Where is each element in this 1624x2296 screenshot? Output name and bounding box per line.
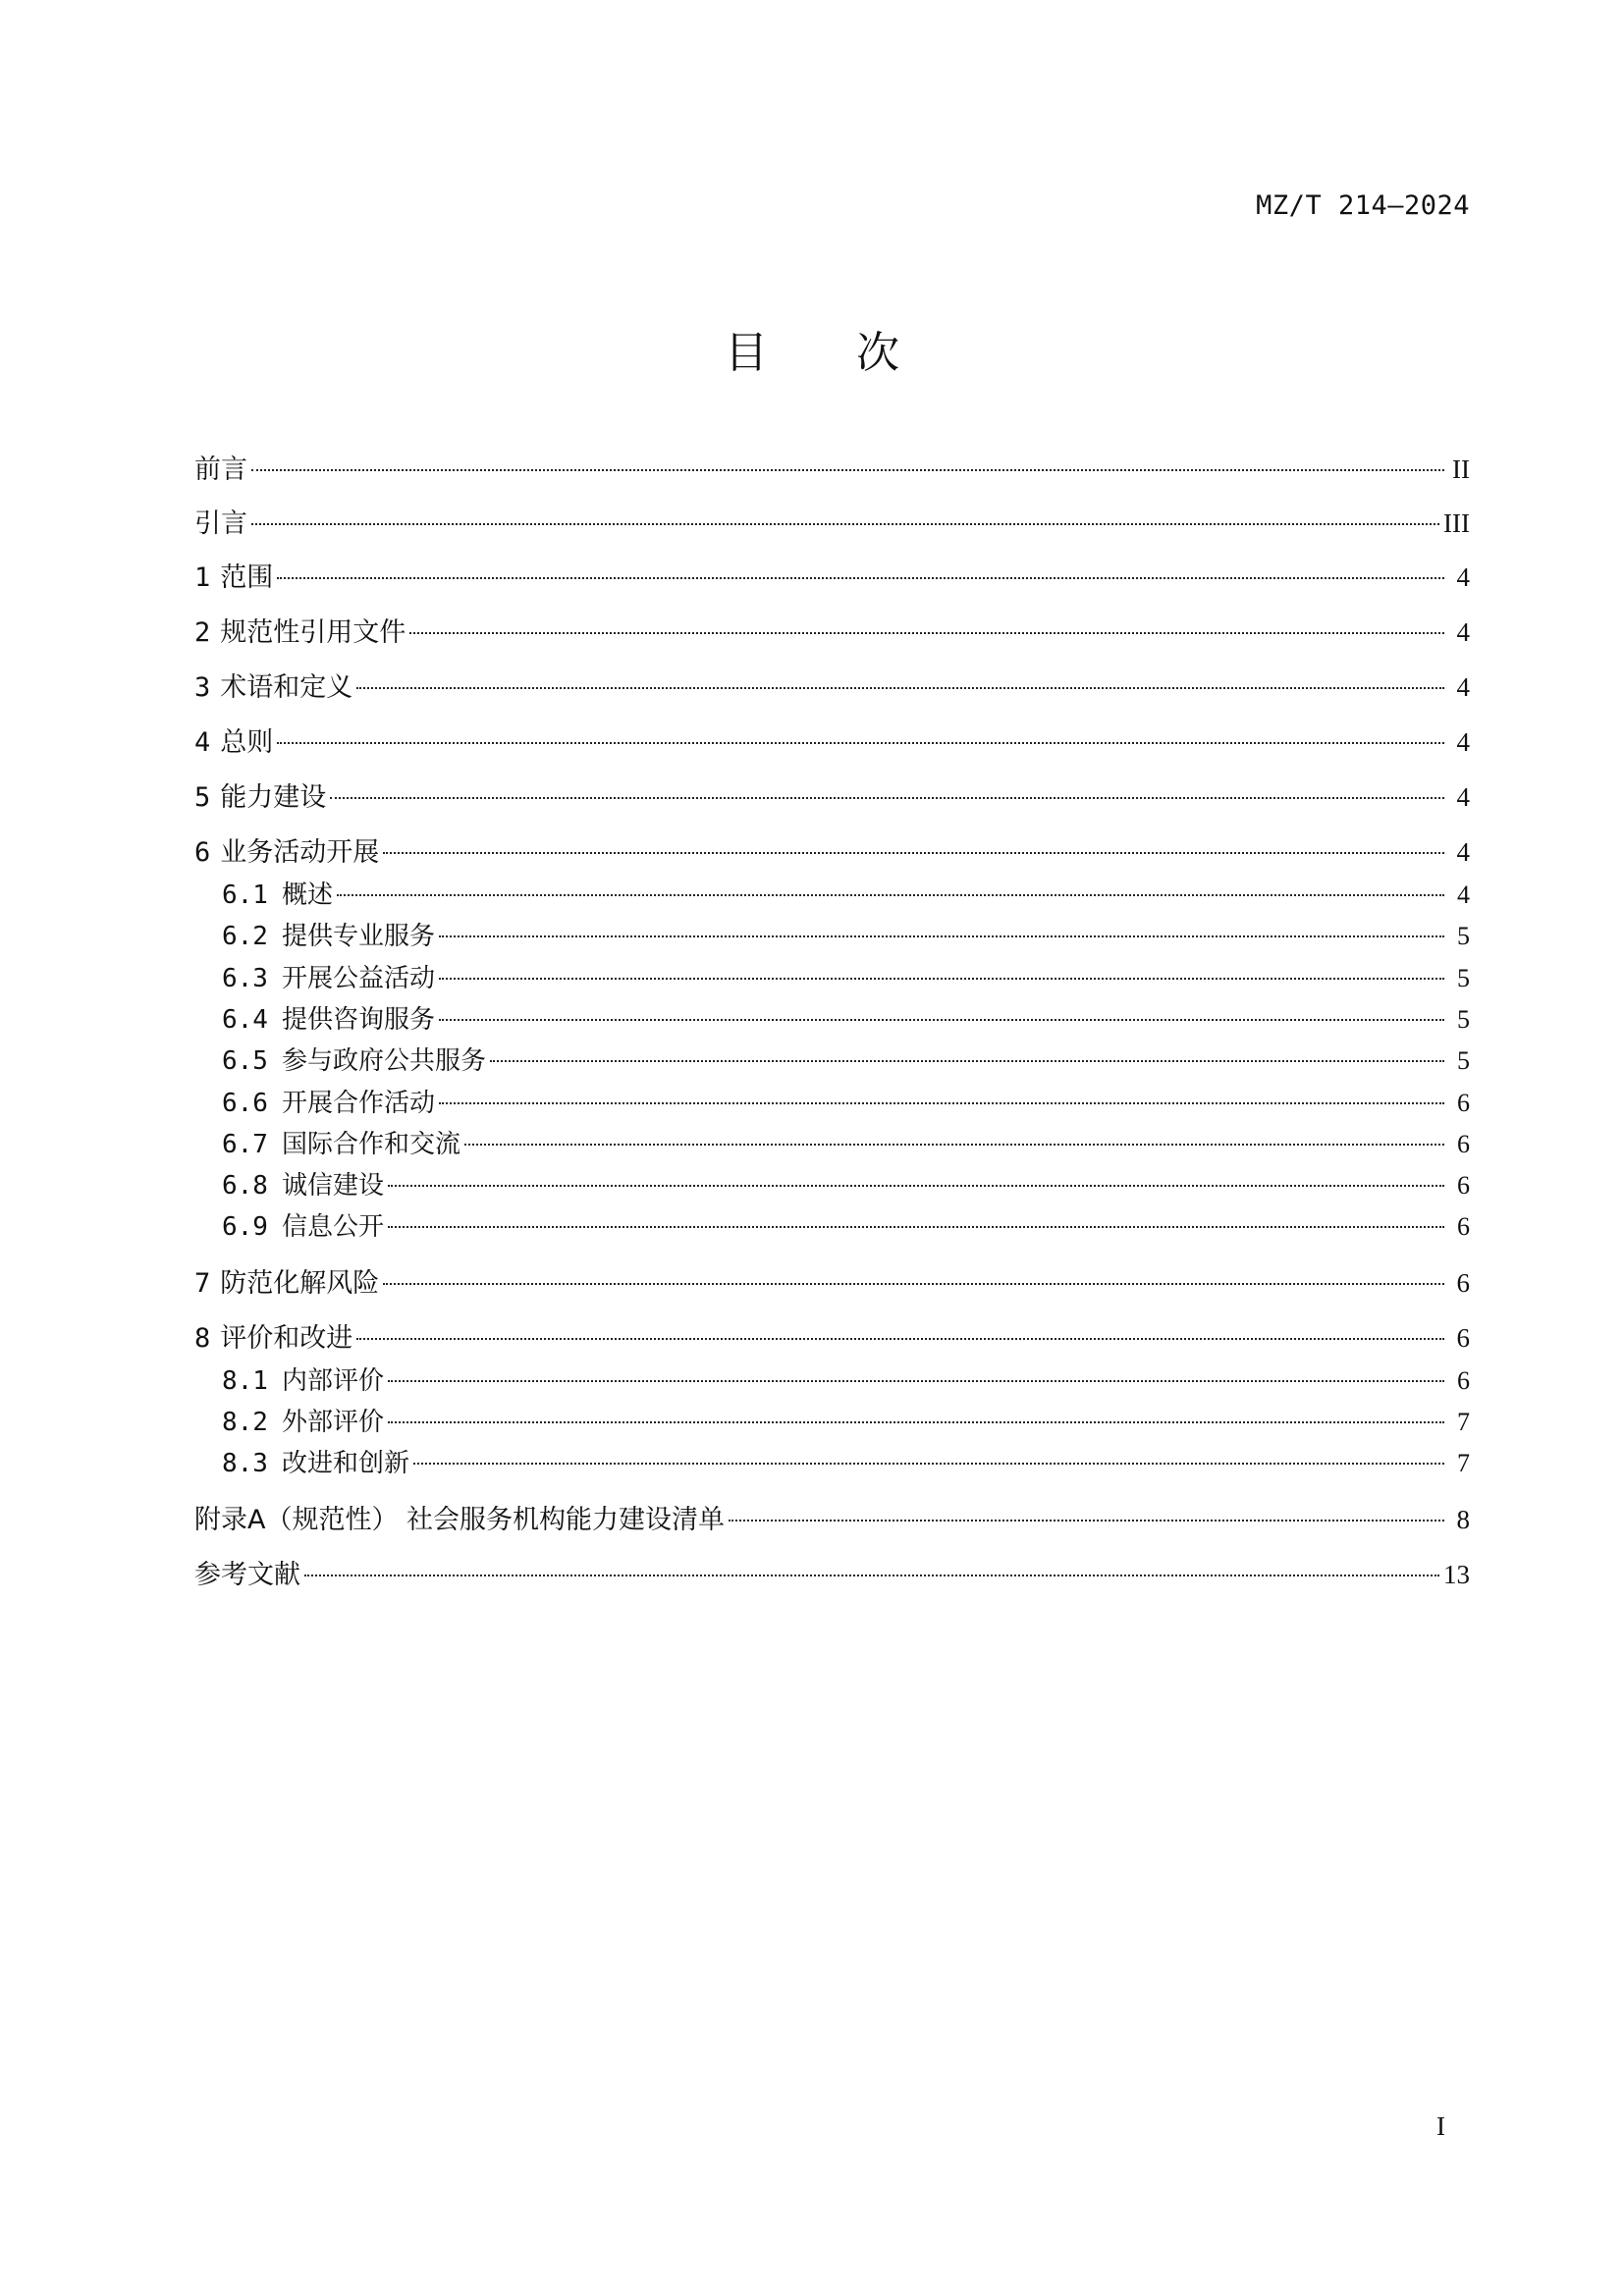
toc-entry-title: 参与政府公共服务	[281, 1046, 486, 1076]
toc-entry-title: 外部评价	[281, 1408, 384, 1437]
toc-entry[interactable]	[194, 670, 1470, 704]
toc-entry-title: 引言	[194, 508, 247, 539]
toc-entry[interactable]	[194, 1558, 1470, 1591]
toc-entry[interactable]	[222, 879, 1470, 912]
toc-entry-number: 8.1	[222, 1366, 268, 1396]
toc-entry[interactable]	[194, 1321, 1470, 1355]
toc-entry-number: 1	[194, 562, 211, 593]
toc-dot-leader	[439, 978, 1444, 980]
toc-entry[interactable]	[194, 835, 1470, 869]
toc-entry-number: 3	[194, 672, 211, 703]
toc-entry-page: 4	[1456, 727, 1470, 757]
toc-entry-title: 改进和创新	[281, 1449, 409, 1478]
toc-dot-leader	[439, 935, 1444, 937]
toc-entry-page: 6	[1457, 1130, 1470, 1158]
toc-entry[interactable]	[222, 1364, 1470, 1398]
toc-entry-title: 提供专业服务	[281, 922, 435, 951]
toc-dot-leader	[383, 1283, 1444, 1285]
toc-entry-number: 2	[194, 617, 211, 648]
toc-entry-page: 4	[1456, 672, 1470, 702]
toc-entry[interactable]	[222, 1003, 1470, 1037]
toc-dot-leader	[464, 1144, 1444, 1146]
toc-entry-page: 4	[1456, 617, 1470, 647]
toc-entry-number: 6.6	[222, 1089, 268, 1118]
toc-entry-page: 6	[1456, 1323, 1470, 1353]
toc-dot-leader	[383, 852, 1444, 854]
toc-entry-title: 防范化解风险	[220, 1268, 380, 1299]
table-of-contents	[194, 0, 1470, 2296]
toc-entry-page: 6	[1457, 1089, 1470, 1117]
toc-entry-title: 评价和改进	[220, 1323, 353, 1354]
toc-entry-title: 国际合作和交流	[281, 1130, 460, 1159]
toc-entry-number: 7	[194, 1268, 211, 1299]
toc-dot-leader	[413, 1463, 1444, 1465]
toc-entry-page: 5	[1457, 1005, 1470, 1034]
toc-entry-page: 5	[1457, 922, 1470, 950]
toc-entry-number: 6.1	[222, 881, 268, 910]
toc-entry-number: 6.3	[222, 964, 268, 993]
toc-entry[interactable]	[222, 1128, 1470, 1161]
toc-dot-leader	[388, 1380, 1444, 1382]
toc-entry-page: 4	[1456, 837, 1470, 867]
toc-entry-title: 概述	[281, 881, 333, 910]
toc-entry-title: 规范性引用文件	[220, 617, 406, 648]
toc-entry[interactable]	[222, 962, 1470, 995]
toc-entry-title: 开展合作活动	[281, 1089, 435, 1118]
toc-entry[interactable]	[194, 780, 1470, 814]
toc-entry-number: 8	[194, 1323, 211, 1354]
toc-entry-page: 13	[1443, 1560, 1470, 1589]
document-code: MZ/T 214—2024	[1256, 190, 1470, 221]
toc-entry[interactable]	[194, 725, 1470, 759]
toc-entry[interactable]	[194, 561, 1470, 594]
toc-entry-title: 前言	[194, 454, 247, 485]
toc-entry[interactable]	[194, 1503, 1470, 1536]
toc-entry-page: 6	[1457, 1171, 1470, 1200]
toc-entry-title: 能力建设	[220, 782, 327, 813]
toc-entry-page: 6	[1457, 1366, 1470, 1395]
toc-entry-title: 提供咨询服务	[281, 1005, 435, 1035]
toc-entry[interactable]	[194, 453, 1470, 486]
toc-entry-number: 6.5	[222, 1046, 268, 1076]
toc-dot-leader	[356, 1338, 1444, 1340]
toc-entry-number: 6	[194, 837, 211, 868]
toc-entry-number: 6.7	[222, 1130, 268, 1159]
toc-dot-leader	[330, 797, 1444, 799]
toc-entry[interactable]	[222, 1406, 1470, 1439]
toc-entry-page: III	[1443, 508, 1470, 538]
toc-entry[interactable]	[222, 920, 1470, 953]
toc-entry-number: 6.9	[222, 1212, 268, 1242]
toc-entry-title: 开展公益活动	[281, 964, 435, 993]
toc-dot-leader	[251, 469, 1444, 471]
toc-entry-title: 诚信建设	[281, 1171, 384, 1201]
toc-entry[interactable]	[194, 615, 1470, 649]
toc-entry-page: 8	[1456, 1505, 1470, 1534]
toc-entry[interactable]	[222, 1044, 1470, 1078]
toc-entry[interactable]	[222, 1210, 1470, 1244]
toc-entry-page: 5	[1457, 964, 1470, 992]
toc-entry-page: 4	[1457, 881, 1470, 909]
toc-entry-page: 5	[1457, 1046, 1470, 1075]
toc-dot-leader	[490, 1060, 1444, 1062]
toc-dot-leader	[277, 577, 1444, 579]
toc-entry-number: 6.2	[222, 922, 268, 951]
toc-entry-page: 6	[1457, 1212, 1470, 1241]
toc-dot-leader	[337, 894, 1444, 896]
toc-entry-title: 附录A（规范性） 社会服务机构能力建设清单	[194, 1505, 726, 1535]
toc-entry-number: 8.3	[222, 1449, 268, 1478]
toc-entry[interactable]	[222, 1087, 1470, 1120]
toc-dot-leader	[439, 1019, 1444, 1021]
toc-dot-leader	[356, 687, 1444, 689]
toc-dot-leader	[304, 1575, 1439, 1576]
toc-entry-title: 术语和定义	[220, 672, 353, 703]
toc-dot-leader	[251, 523, 1439, 525]
toc-entry-page: 4	[1456, 562, 1470, 592]
toc-entry-page: 6	[1456, 1268, 1470, 1298]
toc-entry-title: 业务活动开展	[220, 837, 380, 868]
toc-entry-title: 参考文献	[194, 1560, 300, 1590]
toc-entry-title: 内部评价	[281, 1366, 384, 1396]
toc-dot-leader	[729, 1520, 1444, 1522]
toc-entry[interactable]	[222, 1447, 1470, 1480]
toc-entry-page: 4	[1456, 782, 1470, 812]
toc-entry-title: 范围	[220, 562, 274, 593]
toc-entry-number: 8.2	[222, 1408, 268, 1437]
toc-entry-title: 总则	[220, 727, 274, 758]
toc-entry-number: 4	[194, 727, 211, 758]
toc-entry-number: 6.4	[222, 1005, 268, 1035]
toc-dot-leader	[277, 742, 1444, 744]
toc-dot-leader	[388, 1185, 1444, 1187]
toc-entry-page: 7	[1457, 1408, 1470, 1436]
toc-entry-title: 信息公开	[281, 1212, 384, 1242]
toc-entry-number: 6.8	[222, 1171, 268, 1201]
toc-dot-leader	[388, 1421, 1444, 1423]
toc-heading: 目次	[725, 328, 988, 378]
toc-dot-leader	[439, 1102, 1444, 1104]
toc-entry[interactable]	[194, 507, 1470, 540]
toc-entry-number: 5	[194, 782, 211, 813]
toc-entry-page: II	[1452, 454, 1470, 484]
toc-dot-leader	[388, 1226, 1444, 1228]
toc-entry[interactable]	[222, 1169, 1470, 1202]
toc-entry[interactable]	[194, 1266, 1470, 1300]
footer-page-number: I	[1436, 2111, 1445, 2141]
toc-entry-page: 7	[1457, 1449, 1470, 1477]
toc-dot-leader	[409, 632, 1444, 634]
